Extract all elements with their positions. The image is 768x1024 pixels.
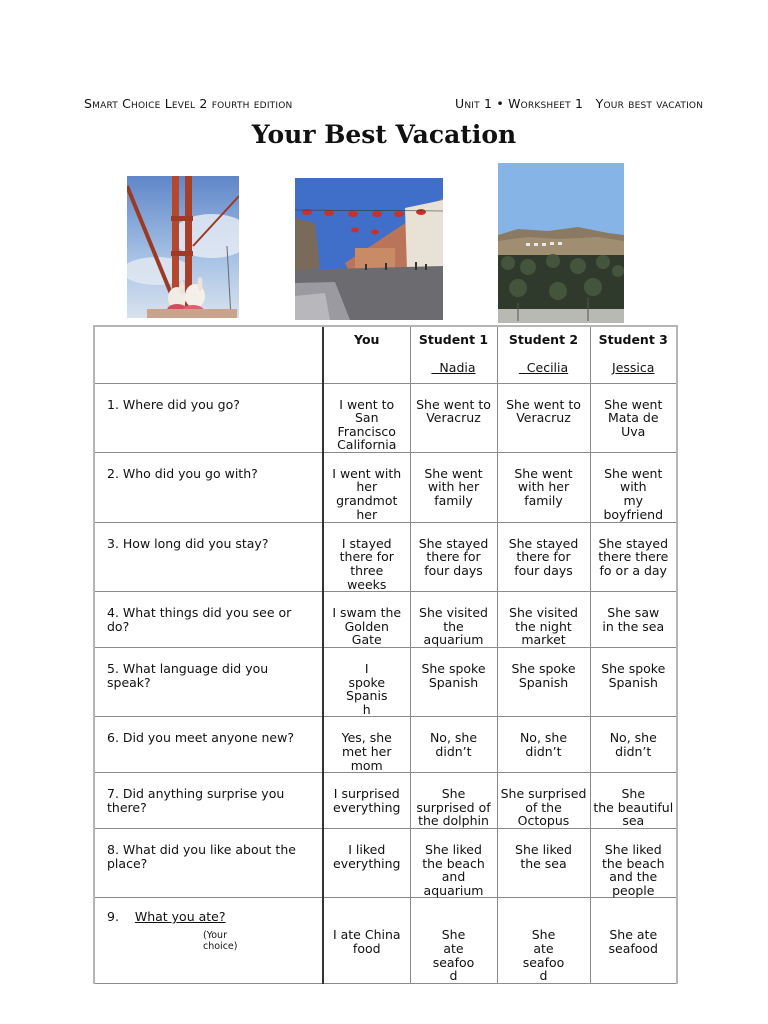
answer-you: I liked everything [323, 828, 410, 897]
answer-you: I went with her grandmot her [323, 452, 410, 522]
student-1-name: Nadia [431, 359, 476, 375]
answer-student-3: She went Mata de Uva [590, 383, 677, 452]
answer-student-3: She stayed there there fo or a day [590, 522, 677, 591]
answer-you: I ate China food [323, 898, 410, 984]
answer-student-2: She spoke Spanish [497, 648, 590, 717]
answer-student-3: She saw in the sea [590, 592, 677, 648]
your-choice-note: (Your choice) [203, 929, 238, 952]
column-header-you: You [323, 326, 410, 383]
question-8: 8. What did you like about the place? [94, 828, 323, 897]
question-9-custom: What you ate? [134, 909, 226, 925]
page-title: Your Best Vacation [251, 120, 517, 149]
answer-student-1: She went to Veracruz [410, 383, 497, 452]
vacation-survey-table [93, 325, 678, 984]
answer-student-2: She stayed there for four days [497, 522, 590, 591]
answer-student-3: She ate seafood [590, 898, 677, 984]
answer-you: Yes, she met her mom [323, 717, 410, 773]
table-row [94, 828, 677, 897]
answer-student-1: She stayed there for four days [410, 522, 497, 591]
table-row [94, 773, 677, 829]
table-row [94, 383, 677, 452]
header-unit-info: Unit 1 • Worksheet 1 Your best vacation [455, 96, 704, 111]
answer-student-2: She went with her family [497, 452, 590, 522]
question-4: 4. What things did you see or do? [94, 592, 323, 648]
hillside-sign-photo [498, 163, 624, 323]
golden-gate-bridge-photo [127, 176, 239, 318]
answer-student-1: She liked the beach and aquarium [410, 828, 497, 897]
column-header-student-2: Student 2 Cecilia [497, 326, 590, 383]
table-row [94, 592, 677, 648]
question-9-number: 9. [107, 909, 119, 925]
table-row [94, 522, 677, 591]
table-row [94, 648, 677, 717]
table-row [94, 452, 677, 522]
answer-student-1: She visited the aquarium [410, 592, 497, 648]
answer-student-3: She liked the beach and the people [590, 828, 677, 897]
column-header-student-3: Student 3 Jessica [590, 326, 677, 383]
question-6: 6. Did you meet anyone new? [94, 717, 323, 773]
student-3-name: Jessica [612, 359, 655, 375]
question-7: 7. Did anything surprise you there? [94, 773, 323, 829]
table-row [94, 717, 677, 773]
answer-student-2: She ate seafoo d [497, 898, 590, 984]
answer-student-2: She went to Veracruz [497, 383, 590, 452]
answer-student-3: No, she didn’t [590, 717, 677, 773]
chinatown-street-photo [295, 178, 443, 320]
answer-student-1: She surprised of the dolphin [410, 773, 497, 829]
question-2: 2. Who did you go with? [94, 452, 323, 522]
header-blank-cell [94, 326, 323, 383]
answer-student-1: She spoke Spanish [410, 648, 497, 717]
answer-student-3: She the beautiful sea [590, 773, 677, 829]
answer-you: I swam the Golden Gate [323, 592, 410, 648]
answer-student-2: She liked the sea [497, 828, 590, 897]
answer-student-3: She spoke Spanish [590, 648, 677, 717]
answer-you: I went to San Francisco California [323, 383, 410, 452]
question-1: 1. Where did you go? [94, 383, 323, 452]
answer-student-2: She surprised of the Octopus [497, 773, 590, 829]
answer-student-1: She ate seafoo d [410, 898, 497, 984]
answer-you: I stayed there for three weeks [323, 522, 410, 591]
answer-student-1: She went with her family [410, 452, 497, 522]
header-book-title: Smart Choice Level 2 fourth edition [84, 96, 293, 111]
answer-student-2: She visited the night market [497, 592, 590, 648]
question-5: 5. What language did you speak? [94, 648, 323, 717]
student-2-name: Cecilia [518, 359, 569, 375]
answer-student-3: She went with my boyfriend [590, 452, 677, 522]
answer-you: I surprised everything [323, 773, 410, 829]
question-3: 3. How long did you stay? [94, 522, 323, 591]
column-header-student-1: Student 1 Nadia [410, 326, 497, 383]
answer-you: I spoke Spanis h [323, 648, 410, 717]
answer-student-1: No, she didn’t [410, 717, 497, 773]
table-row [94, 898, 677, 984]
question-9 [94, 898, 323, 984]
answer-student-2: No, she didn’t [497, 717, 590, 773]
table-header-row [94, 326, 677, 383]
